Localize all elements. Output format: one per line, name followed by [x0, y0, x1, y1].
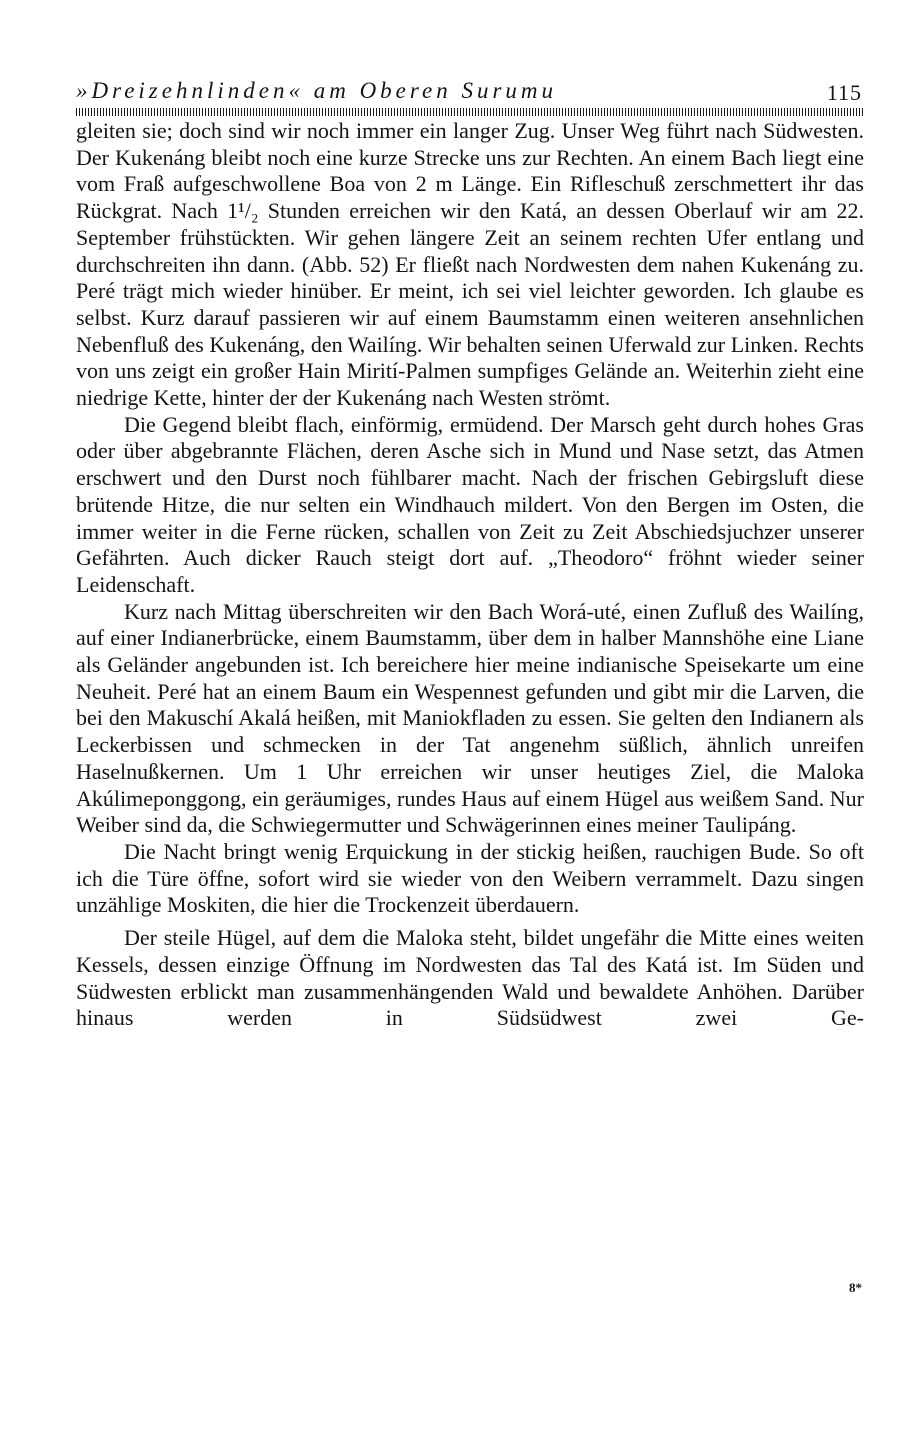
page-header — [76, 76, 864, 106]
header-rule — [76, 108, 864, 116]
body-text — [76, 118, 864, 1032]
paragraph-2: Die Gegend bleibt flach, einförmig, ermüdend. Der Marsch geht durch hohes Gras oder über abgebrannte Flächen, deren Asche sich in Mund und Nase setzt, das Atmen erschwert und den Durst noch fühlbarer macht. Nach der frischen Gebirgsluft diese brütende Hitze, die nur selten ein Windhauch mildert. Von den Bergen im Osten, die immer weiter in die Ferne rücken, schallen von Zeit zu Zeit Abschiedsjuchzer unserer Gefährten. Auch dicker Rauch steigt dort auf. „Theodoro“ fröhnt wieder seiner Leidenschaft. — [76, 411, 864, 597]
paragraph-4: Die Nacht bringt wenig Erquickung in der stickig heißen, rauchigen Bude. So oft ich die Türe öffne, sofort wird sie wieder von den Weibern verrammelt. Dazu singen unzählige Moskiten, die hier die Trockenzeit überdauern. — [76, 838, 864, 918]
paragraph-3: Kurz nach Mittag überschreiten wir den Bach Worá-uté, einen Zufluß des Wailíng, auf einer Indianerbrücke, einem Baumstamm, über dem in halber Mannshöhe eine Liane als Geländer angebunden ist. Ich bereichere hier meine indianische Speisekarte um eine Neuheit. Peré hat an einem Baum ein Wespennest gefunden und gibt mir die Larven, die bei den Makuschí Akalá heißen, mit Maniokfladen zu essen. Sie gelten den Indianern als Leckerbissen und schmecken in der Tat angenehm süßlich, ähnlich unreifen Haselnußkernen. Um 1 Uhr erreichen wir unser heutiges Ziel, die Maloka Akúlimeponggong, ein geräumiges, rundes Haus auf einem Hügel aus weißem Sand. Nur Weiber sind da, die Schwiegermutter und Schwägerinnen eines meiner Taulipáng. — [76, 598, 864, 838]
page — [76, 76, 864, 1032]
signature-mark: 8* — [849, 1280, 862, 1295]
running-title: »Dreizehnlinden« am Oberen Surumu — [76, 78, 557, 103]
page-number: 115 — [826, 80, 862, 105]
paragraph-1: gleiten sie; doch sind wir noch immer ein langer Zug. Unser Weg führt nach Südwesten. Der Kukenáng bleibt noch eine kurze Strecke uns zur Rechten. An einem Bach liegt eine vom Fraß aufgeschwollene Boa von 2 m Länge. Ein Rifleschuß zerschmettert ihr das Rückgrat. Nach 1¹/₂ Stunden erreichen wir den Katá, an dessen Oberlauf wir am 22. September frühstückten. Wir gehen längere Zeit an seinem rechten Ufer entlang und durchschreiten ihn dann. (Abb. 52) Er fließt nach Nordwesten dem nahen Kukenáng zu. Peré trägt mich wieder hinüber. Er meint, ich sei viel leichter geworden. Ich glaube es selbst. Kurz darauf passieren wir auf einem Baumstamm einen weiteren ansehnlichen Nebenfluß des Kukenáng, den Wailíng. Wir behalten seinen Uferwald zur Linken. Rechts von uns zeigt ein großer Hain Mirití-Palmen sumpfiges Gelände an. Weiterhin zieht eine niedrige Kette, hinter der der Kukenáng nach Westen strömt. — [76, 118, 864, 411]
paragraph-5: Der steile Hügel, auf dem die Maloka steht, bildet ungefähr die Mitte eines weiten Kessels, dessen einzige Öffnung im Nordwesten das Tal des Katá ist. Im Süden und Südwesten erblickt man zusammenhängenden Wald und bewaldete Anhöhen. Darüber hinaus werden in Südsüdwest zwei Ge- — [76, 925, 864, 1031]
